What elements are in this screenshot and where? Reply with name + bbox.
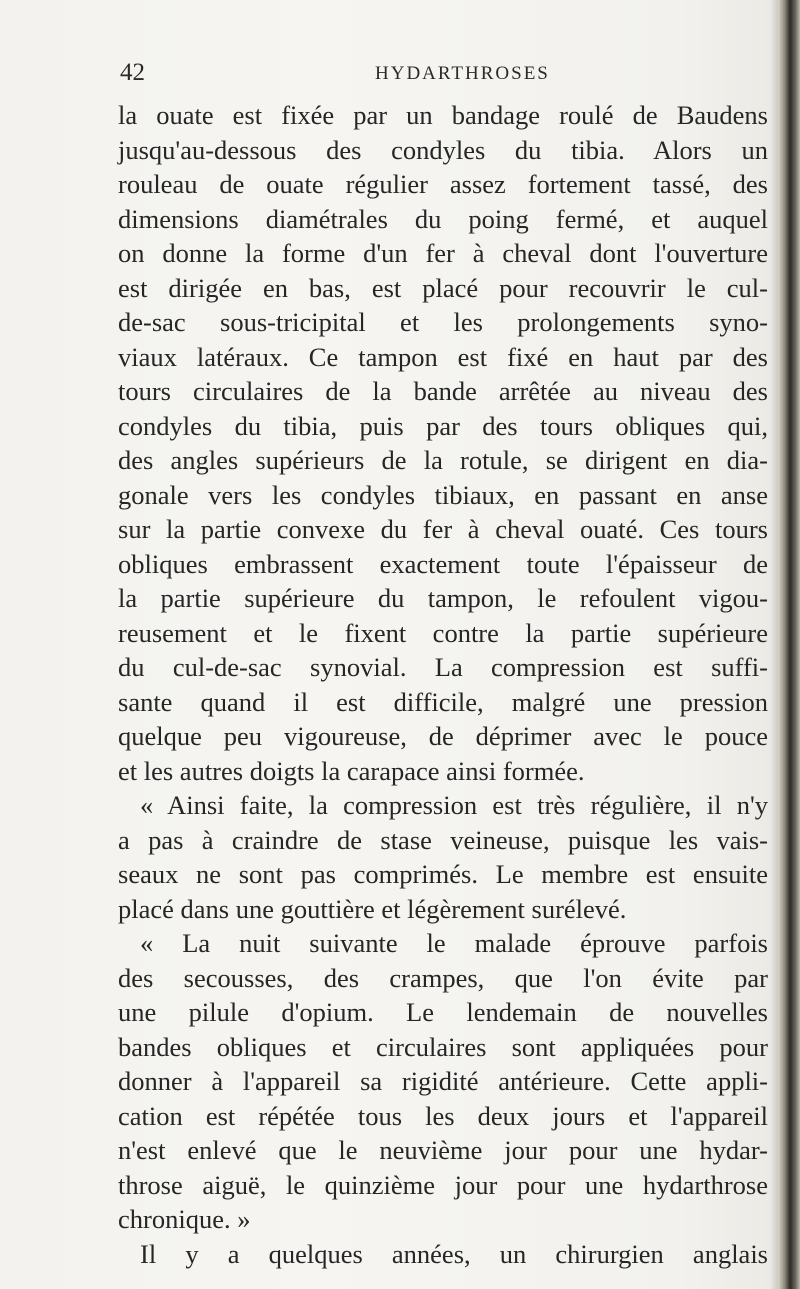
text-line: jusqu'au-dessous des condyles du tibia. Alors un (118, 134, 768, 165)
running-head (120, 58, 760, 98)
text-line: des angles supérieurs de la rotule, se dirigent en dia- (118, 445, 768, 475)
text-line: throse aiguë, le quinzième jour pour une hydarthrose (118, 1169, 768, 1200)
text-line: chronique. » (118, 1204, 251, 1234)
scan-binding-edge (778, 0, 800, 1289)
text-line: de-sac sous-tricipital et les prolongements syno- (118, 307, 768, 337)
text-line: placé dans une gouttière et légèrement surélevé. (118, 893, 627, 924)
page-gutter-shadow (770, 0, 778, 1289)
text-line: seaux ne sont pas comprimés. Le membre est ensuite (118, 859, 768, 889)
page-number: 42 (120, 59, 145, 86)
text-line: quelque peu vigoureuse, de déprimer avec le pouce (118, 721, 768, 751)
text-line: Il y a quelques années, un chirurgien anglais (140, 1238, 768, 1269)
text-line: est dirigée en bas, est placé pour recouvrir le cul- (118, 272, 768, 303)
text-line: tours circulaires de la bande arrêtée au niveau des (118, 376, 768, 406)
text-line: « Ainsi faite, la compression est très régulière, il n'y (140, 790, 768, 820)
text-line: viaux latéraux. Ce tampon est fixé en haut par des (118, 341, 768, 372)
text-line: reusement et le fixent contre la partie supérieure (118, 617, 768, 648)
text-line: rouleau de ouate régulier assez fortement tassé, des (118, 169, 768, 199)
text-line: la ouate est fixée par un bandage roulé de Baudens (118, 100, 768, 130)
text-line: obliques embrassent exactement toute l'épaisseur de (118, 548, 768, 579)
text-line: sur la partie convexe du fer à cheval ouaté. Ces tours (118, 514, 768, 544)
text-line: des secousses, des crampes, que l'on évite par (118, 962, 768, 993)
text-line: gonale vers les condyles tibiaux, en passant en anse (118, 479, 768, 510)
running-title: HYDARTHROSES (375, 63, 550, 84)
text-line: condyles du tibia, puis par des tours obliques qui, (118, 410, 768, 441)
text-line: a pas à craindre de stase veineuse, puisque les vais- (118, 824, 768, 855)
text-line: dimensions diamétrales du poing fermé, et auquel (118, 203, 768, 234)
text-line: cation est répétée tous les deux jours et l'appareil (118, 1100, 768, 1131)
body-text (118, 98, 768, 1271)
text-line: « La nuit suivante le malade éprouve parfois (140, 928, 768, 958)
text-line: une pilule d'opium. Le lendemain de nouvelles (118, 997, 768, 1027)
text-line: sante quand il est difficile, malgré une pression (118, 686, 768, 717)
text-line: n'est enlevé que le neuvième jour pour une hydar- (118, 1135, 768, 1165)
text-line: on donne la forme d'un fer à cheval dont l'ouverture (118, 238, 768, 268)
text-line: donner à l'appareil sa rigidité antérieure. Cette appli- (118, 1066, 768, 1096)
text-line: la partie supérieure du tampon, le refoulent vigou- (118, 583, 768, 613)
text-line: et les autres doigts la carapace ainsi formée. (118, 755, 585, 786)
text-line: du cul-de-sac synovial. La compression est suffi- (118, 652, 768, 682)
text-line: bandes obliques et circulaires sont appliquées pour (118, 1031, 768, 1062)
